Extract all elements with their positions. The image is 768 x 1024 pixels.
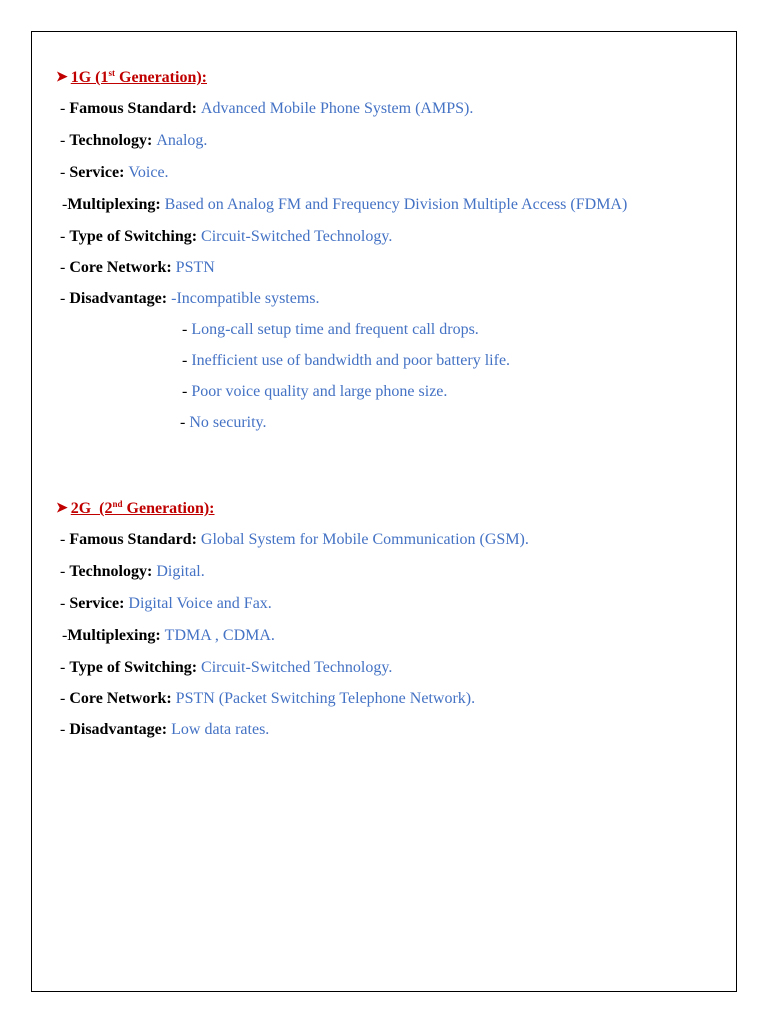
value: -Incompatible systems. xyxy=(171,290,320,307)
value: Based on Analog FM and Frequency Division Multiple Access (FDMA) xyxy=(164,196,628,213)
disadvantage-sub-item: - Poor voice quality and large phone size. xyxy=(182,383,448,400)
disadvantage-sub-item: - No security. xyxy=(180,414,267,431)
value: Low data rates. xyxy=(171,721,270,738)
row-2g-type-of-switching: - Type of Switching: Circuit-Switched Technology. xyxy=(60,659,393,676)
label: Technology: xyxy=(69,563,153,580)
section-1g-title: 1G (1st Generation): xyxy=(70,68,207,86)
row-2g-service: - Service: Digital Voice and Fax. xyxy=(60,595,272,612)
row-2g-core-network: - Core Network: PSTN (Packet Switching Telephone Network). xyxy=(60,690,476,707)
row-1g-disadvantage: - Disadvantage: -Incompatible systems. xyxy=(60,290,320,307)
page-frame xyxy=(31,31,737,992)
arrow-right-icon: ➤ xyxy=(56,501,68,516)
label: Core Network: xyxy=(69,690,172,707)
label: Technology: xyxy=(69,132,153,149)
value: Global System for Mobile Communication (GSM). xyxy=(200,531,529,548)
value: Circuit-Switched Technology. xyxy=(201,228,393,245)
section-1g-heading xyxy=(56,69,207,87)
value: Analog. xyxy=(156,132,208,149)
value: Circuit-Switched Technology. xyxy=(201,659,393,676)
label: Service: xyxy=(69,595,125,612)
row-1g-type-of-switching: - Type of Switching: Circuit-Switched Technology. xyxy=(60,228,393,245)
label: Multiplexing: xyxy=(67,627,161,644)
value: PSTN xyxy=(175,259,215,276)
value: TDMA , CDMA. xyxy=(164,627,275,644)
row-1g-core-network: - Core Network: PSTN xyxy=(60,259,215,276)
value: Digital Voice and Fax. xyxy=(128,595,272,612)
label: Disadvantage: xyxy=(69,290,168,307)
section-2g-title: 2G (2nd Generation): xyxy=(70,499,215,517)
value: Advanced Mobile Phone System (AMPS). xyxy=(200,100,474,117)
label: Disadvantage: xyxy=(69,721,168,738)
row-1g-service: - Service: Voice. xyxy=(60,164,169,181)
section-2g-heading xyxy=(56,500,215,518)
label: Type of Switching: xyxy=(69,659,198,676)
row-2g-famous-standard: - Famous Standard: Global System for Mobile Communication (GSM). xyxy=(60,531,529,548)
row-2g-technology: - Technology: Digital. xyxy=(60,563,205,580)
label: Famous Standard: xyxy=(69,100,197,117)
row-1g-famous-standard: - Famous Standard: Advanced Mobile Phone System (AMPS). xyxy=(60,100,474,117)
disadvantage-sub-item: - Inefficient use of bandwidth and poor battery life. xyxy=(182,352,511,369)
value: Digital. xyxy=(156,563,205,580)
label: Core Network: xyxy=(69,259,172,276)
disadvantage-sub-item: - Long-call setup time and frequent call drops. xyxy=(182,321,479,338)
row-2g-disadvantage: - Disadvantage: Low data rates. xyxy=(60,721,270,738)
label: Service: xyxy=(69,164,125,181)
label: Type of Switching: xyxy=(69,228,198,245)
value: Voice. xyxy=(128,164,169,181)
label: Multiplexing: xyxy=(67,196,161,213)
row-2g-multiplexing: -Multiplexing: TDMA , CDMA. xyxy=(62,627,275,644)
label: Famous Standard: xyxy=(69,531,197,548)
row-1g-technology: - Technology: Analog. xyxy=(60,132,208,149)
value: PSTN (Packet Switching Telephone Network). xyxy=(175,690,476,707)
arrow-right-icon: ➤ xyxy=(56,70,68,85)
row-1g-multiplexing: -Multiplexing: Based on Analog FM and Frequency Division Multiple Access (FDMA) xyxy=(62,196,628,213)
